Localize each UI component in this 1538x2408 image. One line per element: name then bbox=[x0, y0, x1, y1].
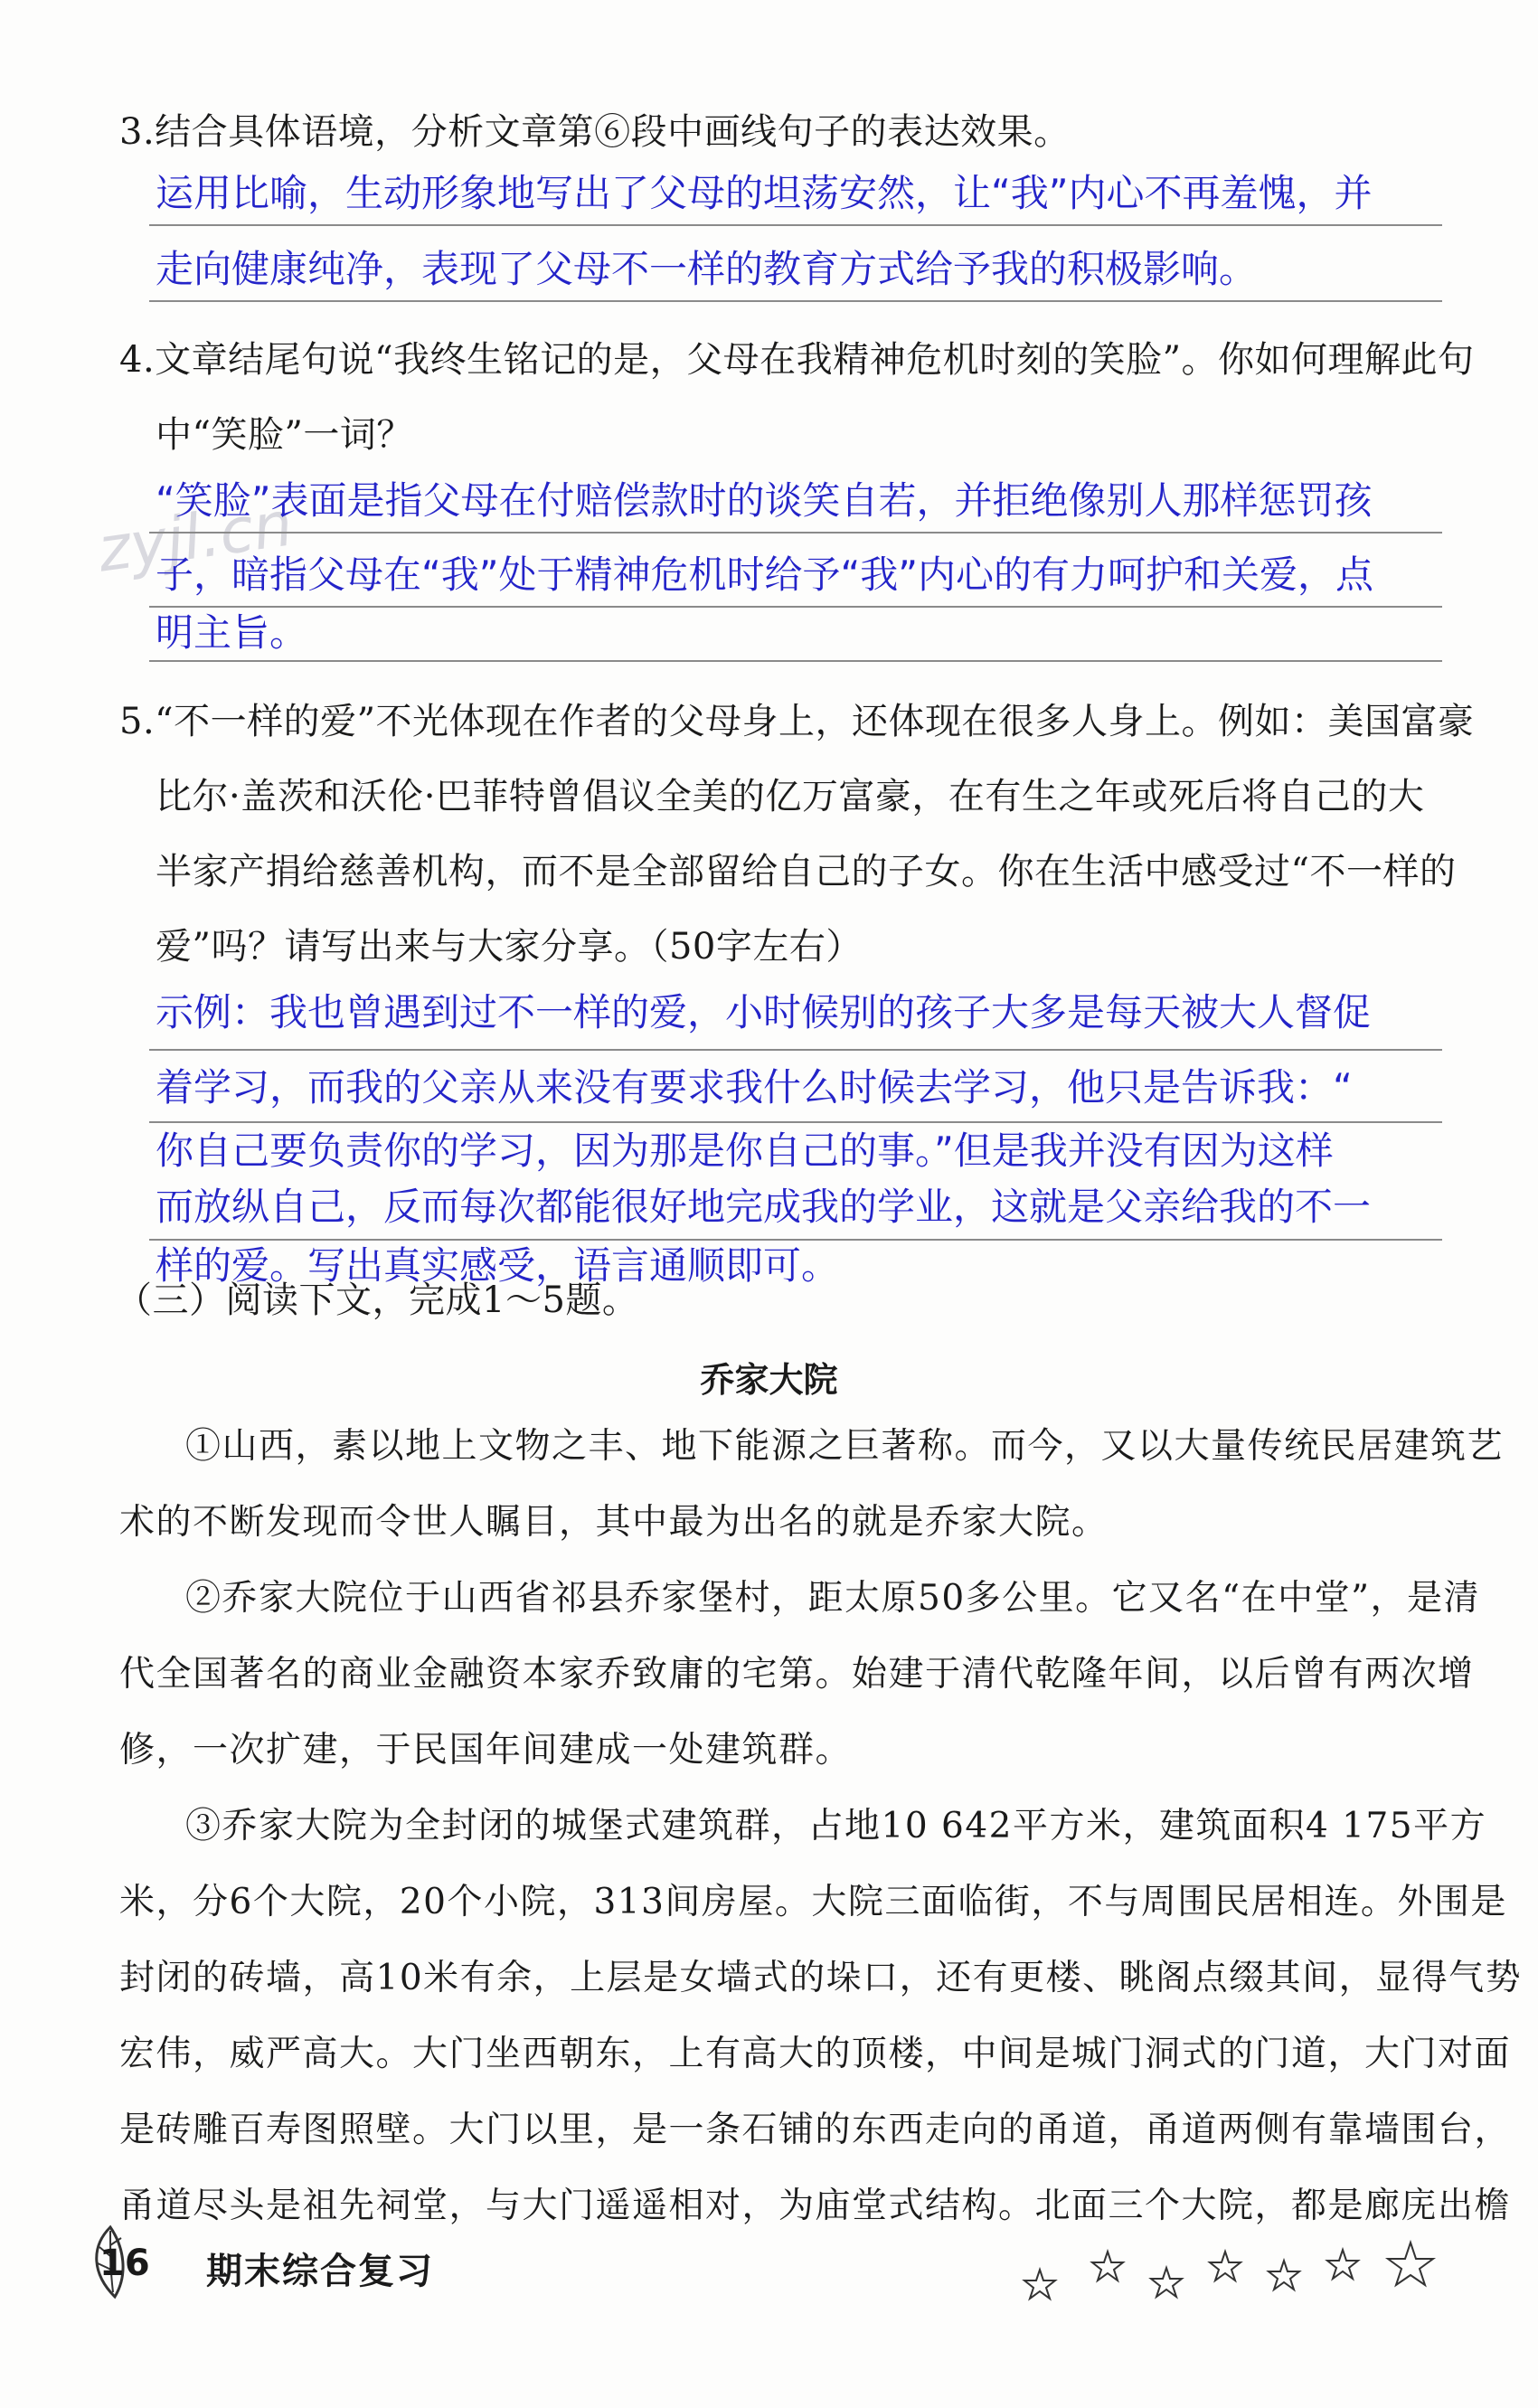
article-title: 乔家大院 bbox=[700, 1360, 838, 1400]
answer-rule bbox=[149, 1121, 1442, 1123]
answer-rule bbox=[149, 224, 1442, 226]
answer-5-line-2: 着学习，而我的父亲从来没有要求我什么时候去学习，他只是告诉我：“ bbox=[156, 1065, 1353, 1110]
article-line: 代全国著名的商业金融资本家乔致庸的宅第。始建于清代乾隆年间，以后曾有两次增 bbox=[119, 1654, 1475, 1695]
answer-5-line-4: 而放纵自己，反而每次都能很好地完成我的学业，这就是父亲给我的不一 bbox=[156, 1185, 1372, 1229]
article-line: 封闭的砖墙，高10米有余，上层是女墙式的垛口，还有更楼、眺阁点缀其间，显得气势 bbox=[119, 1958, 1523, 1998]
question-3: 3.结合具体语境，分析文章第⑥段中画线句子的表达效果。 bbox=[119, 111, 1071, 153]
watermark: zyjl.cn bbox=[93, 488, 297, 587]
article-line: 是砖雕百寿图照壁。大门以里，是一条石铺的东西走向的甬道，甬道两侧有靠墙围台， bbox=[119, 2110, 1512, 2150]
answer-5-line-1: 示例：我也曾遇到过不一样的爱，小时候别的孩子大多是每天被大人督促 bbox=[156, 990, 1372, 1034]
answer-3-line-1: 运用比喻，生动形象地写出了父母的坦荡安然，让“我”内心不再羞愧，并 bbox=[156, 171, 1373, 215]
article-line: 甬道尽头是祖先祠堂，与大门遥遥相对，为庙堂式结构。北面三个大院，都是廊庑出檐 bbox=[119, 2186, 1512, 2226]
article-line: 宏伟，威严高大。大门坐西朝东，上有高大的顶楼，中间是城门洞式的门道，大门对面 bbox=[119, 2034, 1512, 2074]
article-line: 术的不断发现而令世人瞩目，其中最为出名的就是乔家大院。 bbox=[119, 1502, 1109, 1543]
answer-rule bbox=[149, 660, 1442, 662]
article-line: ②乔家大院位于山西省祁县乔家堡村，距太原50多公里。它又名“在中堂”，是清 bbox=[185, 1578, 1481, 1619]
question-4-line-1: 4.文章结尾句说“我终生铭记的是，父母在我精神危机时刻的笑脸”。你如何理解此句 bbox=[119, 339, 1475, 381]
article-line: 米，分6个大院，20个小院，313间房屋。大院三面临街，不与周围民居相连。外围是 bbox=[119, 1882, 1507, 1922]
stars-decoration-icon bbox=[1022, 2233, 1456, 2306]
answer-4-line-1: “笑脸”表面是指父母在付赔偿款时的谈笑自若，并拒绝像别人那样惩罚孩 bbox=[156, 478, 1373, 523]
answer-4-line-2: 子，暗指父母在“我”处于精神危机时给予“我”内心的有力呵护和关爱，点 bbox=[156, 552, 1374, 597]
footer-title: 期末综合复习 bbox=[206, 2251, 434, 2292]
page-number: 16 bbox=[99, 2243, 150, 2284]
article-line: ①山西，素以地上文物之丰、地下能源之巨著称。而今，又以大量传统民居建筑艺 bbox=[185, 1426, 1505, 1467]
answer-4-line-3: 明主旨。 bbox=[156, 610, 308, 655]
question-5-line-1: 5.“不一样的爱”不光体现在作者的父母身上，还体现在很多人身上。例如：美国富豪 bbox=[119, 701, 1475, 742]
answer-rule bbox=[149, 300, 1442, 302]
question-5-line-2: 比尔·盖茨和沃伦·巴菲特曾倡议全美的亿万富豪，在有生之年或死后将自己的大 bbox=[156, 776, 1425, 817]
answer-5-line-3: 你自己要负责你的学习，因为那是你自己的事。”但是我并没有因为这样 bbox=[156, 1128, 1334, 1173]
answer-rule bbox=[149, 532, 1442, 534]
article-line: 修，一次扩建，于民国年间建成一处建筑群。 bbox=[119, 1730, 853, 1771]
question-5-line-3: 半家产捐给慈善机构，而不是全部留给自己的子女。你在生活中感受过“不一样的 bbox=[156, 851, 1457, 892]
question-4-line-2: 中“笑脸”一词？ bbox=[156, 414, 413, 456]
answer-3-line-2: 走向健康纯净，表现了父母不一样的教育方式给予我的积极影响。 bbox=[156, 247, 1258, 291]
section-instruction: （三）阅读下文，完成1～5题。 bbox=[116, 1280, 639, 1321]
answer-rule bbox=[149, 1049, 1442, 1051]
question-5-line-4: 爱”吗？请写出来与大家分享。（50字左右） bbox=[156, 926, 863, 968]
answer-rule bbox=[149, 606, 1442, 608]
answer-5-line-5: 样的爱。写出真实感受，语言通顺即可。 bbox=[156, 1243, 840, 1288]
article-line: ③乔家大院为全封闭的城堡式建筑群，占地10 642平方米，建筑面积4 175平方 bbox=[185, 1806, 1487, 1846]
